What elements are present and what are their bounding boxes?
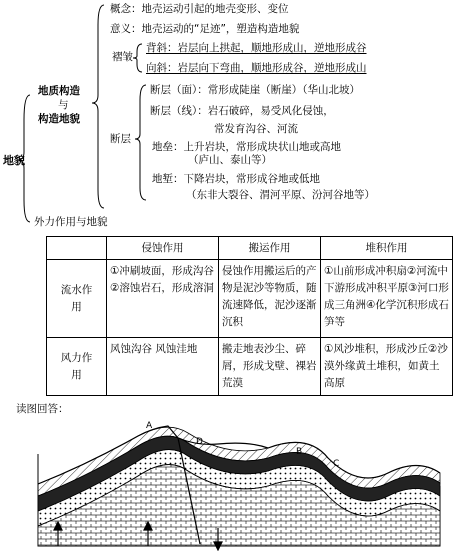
root-label: 地貌 [3,154,25,167]
table-header-cell: 堆积作用 [321,237,453,260]
label-c: C [333,459,340,469]
meaning-text: 意义：地壳运动的“足迹”，塑造构造地貌 [110,23,300,35]
geo-structure-label-2: 与 [58,99,69,111]
anticline-text: 背斜：岩层向上拱起，顺地形成山，逆地形成谷 [146,42,367,54]
table-row [47,260,453,338]
label-d: D [196,437,203,447]
fault-line-text-2: 常发育沟谷、河流 [214,123,298,135]
external-forces-label: 外力作用与地貌 [34,216,108,228]
erosion-cell: 风蚀沟谷 风蚀洼地 [107,338,219,396]
deposition-cell: ①山前形成冲积扇②河流中下游形成冲积平原③河口形成三角洲④化学沉积形成石笋等 [321,260,453,338]
transport-cell: 侵蚀作用搬运后的产物是泥沙等物质，随流速降低，泥沙逐渐沉积 [219,260,321,338]
graben-text-2: （东非大裂谷、渭河平原、汾河谷地等） [186,189,375,201]
label-b: B [296,447,303,457]
row-name-cell: 流水作用 [47,260,107,338]
syncline-text: 向斜：岩层向下弯曲，顺地形成谷，逆地形成山 [146,62,367,74]
fold-label: 褶皱 [112,51,133,63]
fault-line-text-1: 断层（线）：岩石破碎，易受风化侵蚀， [150,105,334,117]
landform-table [46,236,453,396]
geologic-section-diagram [28,416,448,551]
table-header-cell: 侵蚀作用 [107,237,219,260]
geo-structure-label-3: 构造地貌 [38,113,80,125]
label-a: A [146,421,153,431]
table-header-cell: 搬运作用 [219,237,321,260]
transport-cell: 搬走地表沙尘、碎屑，形成戈壁、裸岩荒漠 [219,338,321,396]
fault-plane-text: 断层（面）：常形成陡崖（断崖）（华山北坡） [150,84,360,96]
geo-structure-label-1: 地质构造 [38,85,80,97]
row-name-cell: 风力作用 [47,338,107,396]
horst-text-2: （庐山、泰山等） [188,154,272,166]
graben-text-1: 地堑：下降岩块，常形成谷地或低地 [152,173,320,185]
fault-label: 断层 [110,133,131,145]
deposition-cell: ①风沙堆积，形成沙丘②沙漠外缘黄土堆积，如黄土高原 [321,338,453,396]
erosion-cell: ①冲刷坡面，形成沟谷 ②溶蚀岩石，形成溶洞 [107,260,219,338]
table-header-row [47,237,453,260]
concept-text: 概念：地壳运动引起的地壳变形、变位 [110,3,289,15]
horst-text-1: 地垒：上升岩块，常形成块状山地或高地 [152,141,341,153]
table-row [47,338,453,396]
figure-caption: 读图回答： [16,403,69,415]
table-header-cell [47,237,107,260]
